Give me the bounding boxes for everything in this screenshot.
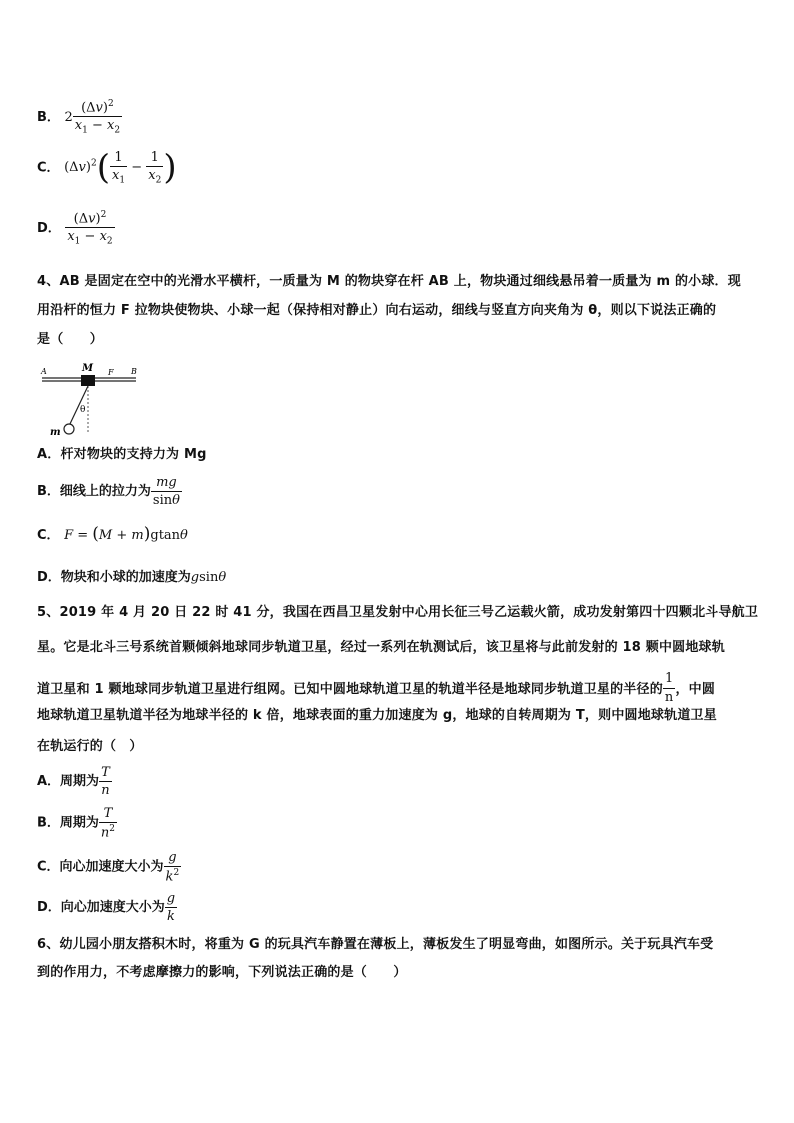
q4-stem-line2: 用沿杆的恒力 F 拉物块使物块、小球一起（保持相对静止）向右运动，细线与竖直方向夹角为 θ，则以下说法正确的 — [37, 303, 717, 318]
block-m — [81, 375, 95, 386]
q4-option-c-formula: F = (M + m)gtanθ — [64, 524, 188, 544]
q3-option-b-formula: 2 $\frac{(\Delta v)^2}{x_1 - x_2}$ — [64, 99, 121, 136]
q5-option-d[interactable] — [37, 891, 177, 924]
label-b: B — [131, 367, 137, 376]
option-label: D． — [37, 220, 61, 236]
label-big-m: M — [82, 363, 94, 374]
q4-stem-line1: 4、AB 是固定在空中的光滑水平横杆，一质量为 M 的物块穿在杆 AB 上，物块通过细线悬吊着一质量为 m 的小球．现 — [37, 274, 741, 289]
q3-option-c-formula: $(\Delta v)^2$( $\frac{1}{x_1}$ − $\frac{1}{x_2}$ ) — [64, 147, 177, 188]
q4-option-b-formula: $\frac{mg}{\sin\theta}$ — [152, 475, 180, 508]
q5-stem-line1: 5、2019 年 4 月 20 日 22 时 41 分，我国在西昌卫星发射中心用长征三号乙运载火箭，成功发射第四十四颗北斗导航卫 — [37, 605, 759, 620]
q5-option-a-formula: $\frac{T}{n}$ — [101, 765, 110, 798]
q4-option-c[interactable] — [37, 524, 188, 544]
label-f: F — [108, 368, 114, 377]
option-label: C． — [37, 160, 60, 176]
option-label: C． — [37, 528, 60, 543]
q4-option-d-formula: gsinθ — [190, 570, 227, 585]
q5-option-b-text: B．周期为 — [37, 815, 99, 831]
q4-option-d[interactable] — [37, 566, 226, 585]
q3-option-b[interactable] — [37, 99, 122, 136]
q5-option-c-formula: $\frac{g}{k^2}$ — [165, 850, 180, 885]
q3-option-d-formula: $\frac{(\Delta v)^2}{x_1 - x_2}$ — [67, 210, 113, 247]
q4-stem-line3: 是（ ） — [37, 332, 104, 347]
q5-stem-line5: 在轨运行的（ ） — [37, 739, 143, 754]
q5-stem-line4: 地球轨道卫星轨道半径为地球半径的 k 倍，地球表面的重力加速度为 g，地球的自转周期为 T，则中圆地球轨道卫星 — [37, 708, 717, 723]
q6-stem-line2: 到的作用力，不考虑摩擦力的影响，下列说法正确的是（ ） — [37, 965, 407, 980]
q5-option-a-text: A．周期为 — [37, 774, 100, 789]
q5-option-d-text: D．向心加速度大小为 — [37, 900, 165, 915]
q4-option-b-text: B．细线上的拉力为 — [37, 484, 151, 499]
option-label: B． — [37, 109, 60, 125]
ball-m — [64, 424, 74, 434]
q5-stem-line3 — [37, 671, 715, 706]
label-theta: θ — [80, 405, 86, 415]
q3-option-c[interactable] — [37, 147, 177, 188]
q5-one-over-n: $\frac{1}{n}$ — [664, 671, 674, 705]
q5-option-b[interactable] — [37, 806, 117, 840]
q5-stem-line2: 星。它是北斗三号系统首颗倾斜地球同步轨道卫星，经过一系列在轨测试后，该卫星将与此前发射的 18 颗中圆地球轨 — [37, 640, 725, 655]
label-small-m: m — [50, 427, 61, 438]
q4-rod-diagram — [36, 358, 146, 440]
q5-stem-line3-prefix: 道卫星和 1 颗地球同步轨道卫星进行组网。已知中圆地球轨道卫星的轨道半径是地球同步轨道卫星的半径的 — [37, 682, 663, 697]
q5-stem-line3-suffix: ，中圆 — [675, 682, 716, 697]
label-a: A — [41, 367, 47, 376]
q5-option-a[interactable] — [37, 765, 112, 798]
q5-option-b-formula: $\frac{T}{n^2}$ — [100, 806, 116, 841]
q6-stem-line1: 6、幼儿园小朋友搭积木时，将重为 G 的玩具汽车静置在薄板上，薄板发生了明显弯曲，如图所示。关于玩具汽车受 — [37, 937, 714, 952]
q4-option-d-text: D．物块和小球的加速度为 — [37, 570, 191, 585]
q3-option-d[interactable] — [37, 210, 115, 247]
q5-option-c-text: C．向心加速度大小为 — [37, 859, 164, 875]
q5-option-d-formula: $\frac{g}{k}$ — [166, 891, 176, 924]
q5-option-c[interactable] — [37, 850, 181, 884]
q4-option-a[interactable]: A．杆对物块的支持力为 Mg — [37, 447, 207, 462]
q4-option-b[interactable] — [37, 475, 182, 508]
